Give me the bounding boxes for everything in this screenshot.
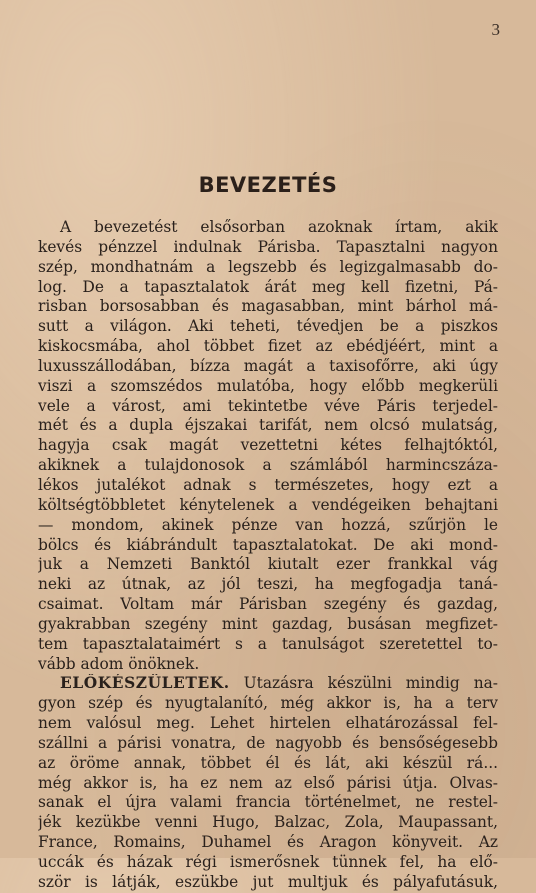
text-line: még akkor is, ha ez nem az első párisi útja. Olvas- — [38, 773, 498, 792]
section-first-line-text: Utazásra készülni mindig na- — [243, 674, 498, 693]
text-line: szép, mondhatnám a legszebb és legizgalmasabb do- — [38, 257, 498, 276]
text-line: juk a Nemzeti Banktól kiutalt ezer frankkal vág — [38, 555, 498, 574]
text-line: gyon szép és nyugtalanító, még akkor is, ha a terv — [38, 694, 498, 713]
chapter-title: BEVEZETÉS — [198, 173, 338, 197]
text-line: tem tapasztalataimért s a tanulságot szeretettel to- — [38, 634, 498, 653]
text-line: viszi a szomszédos mulatóba, hogy előbb megkerüli — [38, 376, 498, 395]
text-line: uccák és házak régi ismerősnek tünnek fel, ha elő- — [38, 853, 498, 871]
text-line: jék kezükbe venni Hugo, Balzac, Zola, Maupassant, — [38, 813, 498, 832]
text-line: log. De a tapasztalatok árát meg kell fizetni, Pá- — [38, 277, 498, 296]
text-line: hagyja csak magát vezettetni kétes felhajtóktól, — [38, 436, 498, 455]
text-line: bölcs és kiábrándult tapasztalatokat. De aki mond- — [38, 535, 498, 554]
text-line: lékos jutalékot adnak s természetes, hogy ezt a — [38, 475, 498, 494]
text-line: költségtöbbletet kénytelenek a vendégeiken behajtani — [38, 495, 498, 514]
text-line: luxusszállodában, bízza magát a taxisofőrre, aki úgy — [38, 356, 498, 375]
text-line: sanak el újra valami francia történelmet, ne restel- — [38, 793, 498, 812]
text-line: A bevezetést elsősorban azoknak írtam, akik — [60, 218, 498, 236]
text-line: kiskocsmába, ahol többet fizet az ebédjéért, mint a — [38, 337, 498, 356]
text-line: csaimat. Voltam már Párisban szegény és gazdag, — [38, 595, 498, 614]
text-line: neki az útnak, az jól teszi, ha megfogadja taná- — [38, 575, 498, 594]
body-text — [38, 218, 498, 893]
text-line: — mondom, akinek pénze van hozzá, szűrjön le — [38, 515, 498, 534]
text-line: szállni a párisi vonatra, de nagyobb és bensőségesebb — [38, 733, 498, 752]
section-first-line — [38, 674, 498, 694]
text-line: akiknek a tulajdonosok a számlából harmincszáza- — [38, 456, 498, 475]
text-line: mét és a dupla éjszakai tarifát, nem olcsó mulatság, — [38, 416, 498, 435]
text-line: sutt a világon. Aki teheti, tévedjen be a piszkos — [38, 317, 498, 336]
text-line: az öröme annak, többet él és lát, aki készül rá... — [38, 753, 498, 772]
section-heading: ELŐKÉSZÜLETEK. — [60, 674, 230, 693]
text-line: kevés pénzzel indulnak Párisba. Tapasztalni nagyon — [38, 237, 498, 256]
text-line: France, Romains, Duhamel és Aragon könyveit. Az — [38, 833, 498, 852]
text-line: vább adom önöknek. — [38, 654, 200, 673]
text-line: nem valósul meg. Lehet hirtelen elhatározással fel- — [38, 714, 498, 733]
page-number: 3 — [491, 20, 500, 39]
text-line: ször is látják, eszükbe jut multjuk és pályafutásuk, — [38, 872, 498, 891]
text-line: risban borsosabban és magasabban, mint bárhol má- — [38, 297, 498, 316]
text-line: vele a várost, ami tekintetbe véve Páris terjedel- — [38, 396, 498, 415]
text-line: gyakrabban szegény mint gazdag, busásan megfizet- — [38, 614, 498, 633]
